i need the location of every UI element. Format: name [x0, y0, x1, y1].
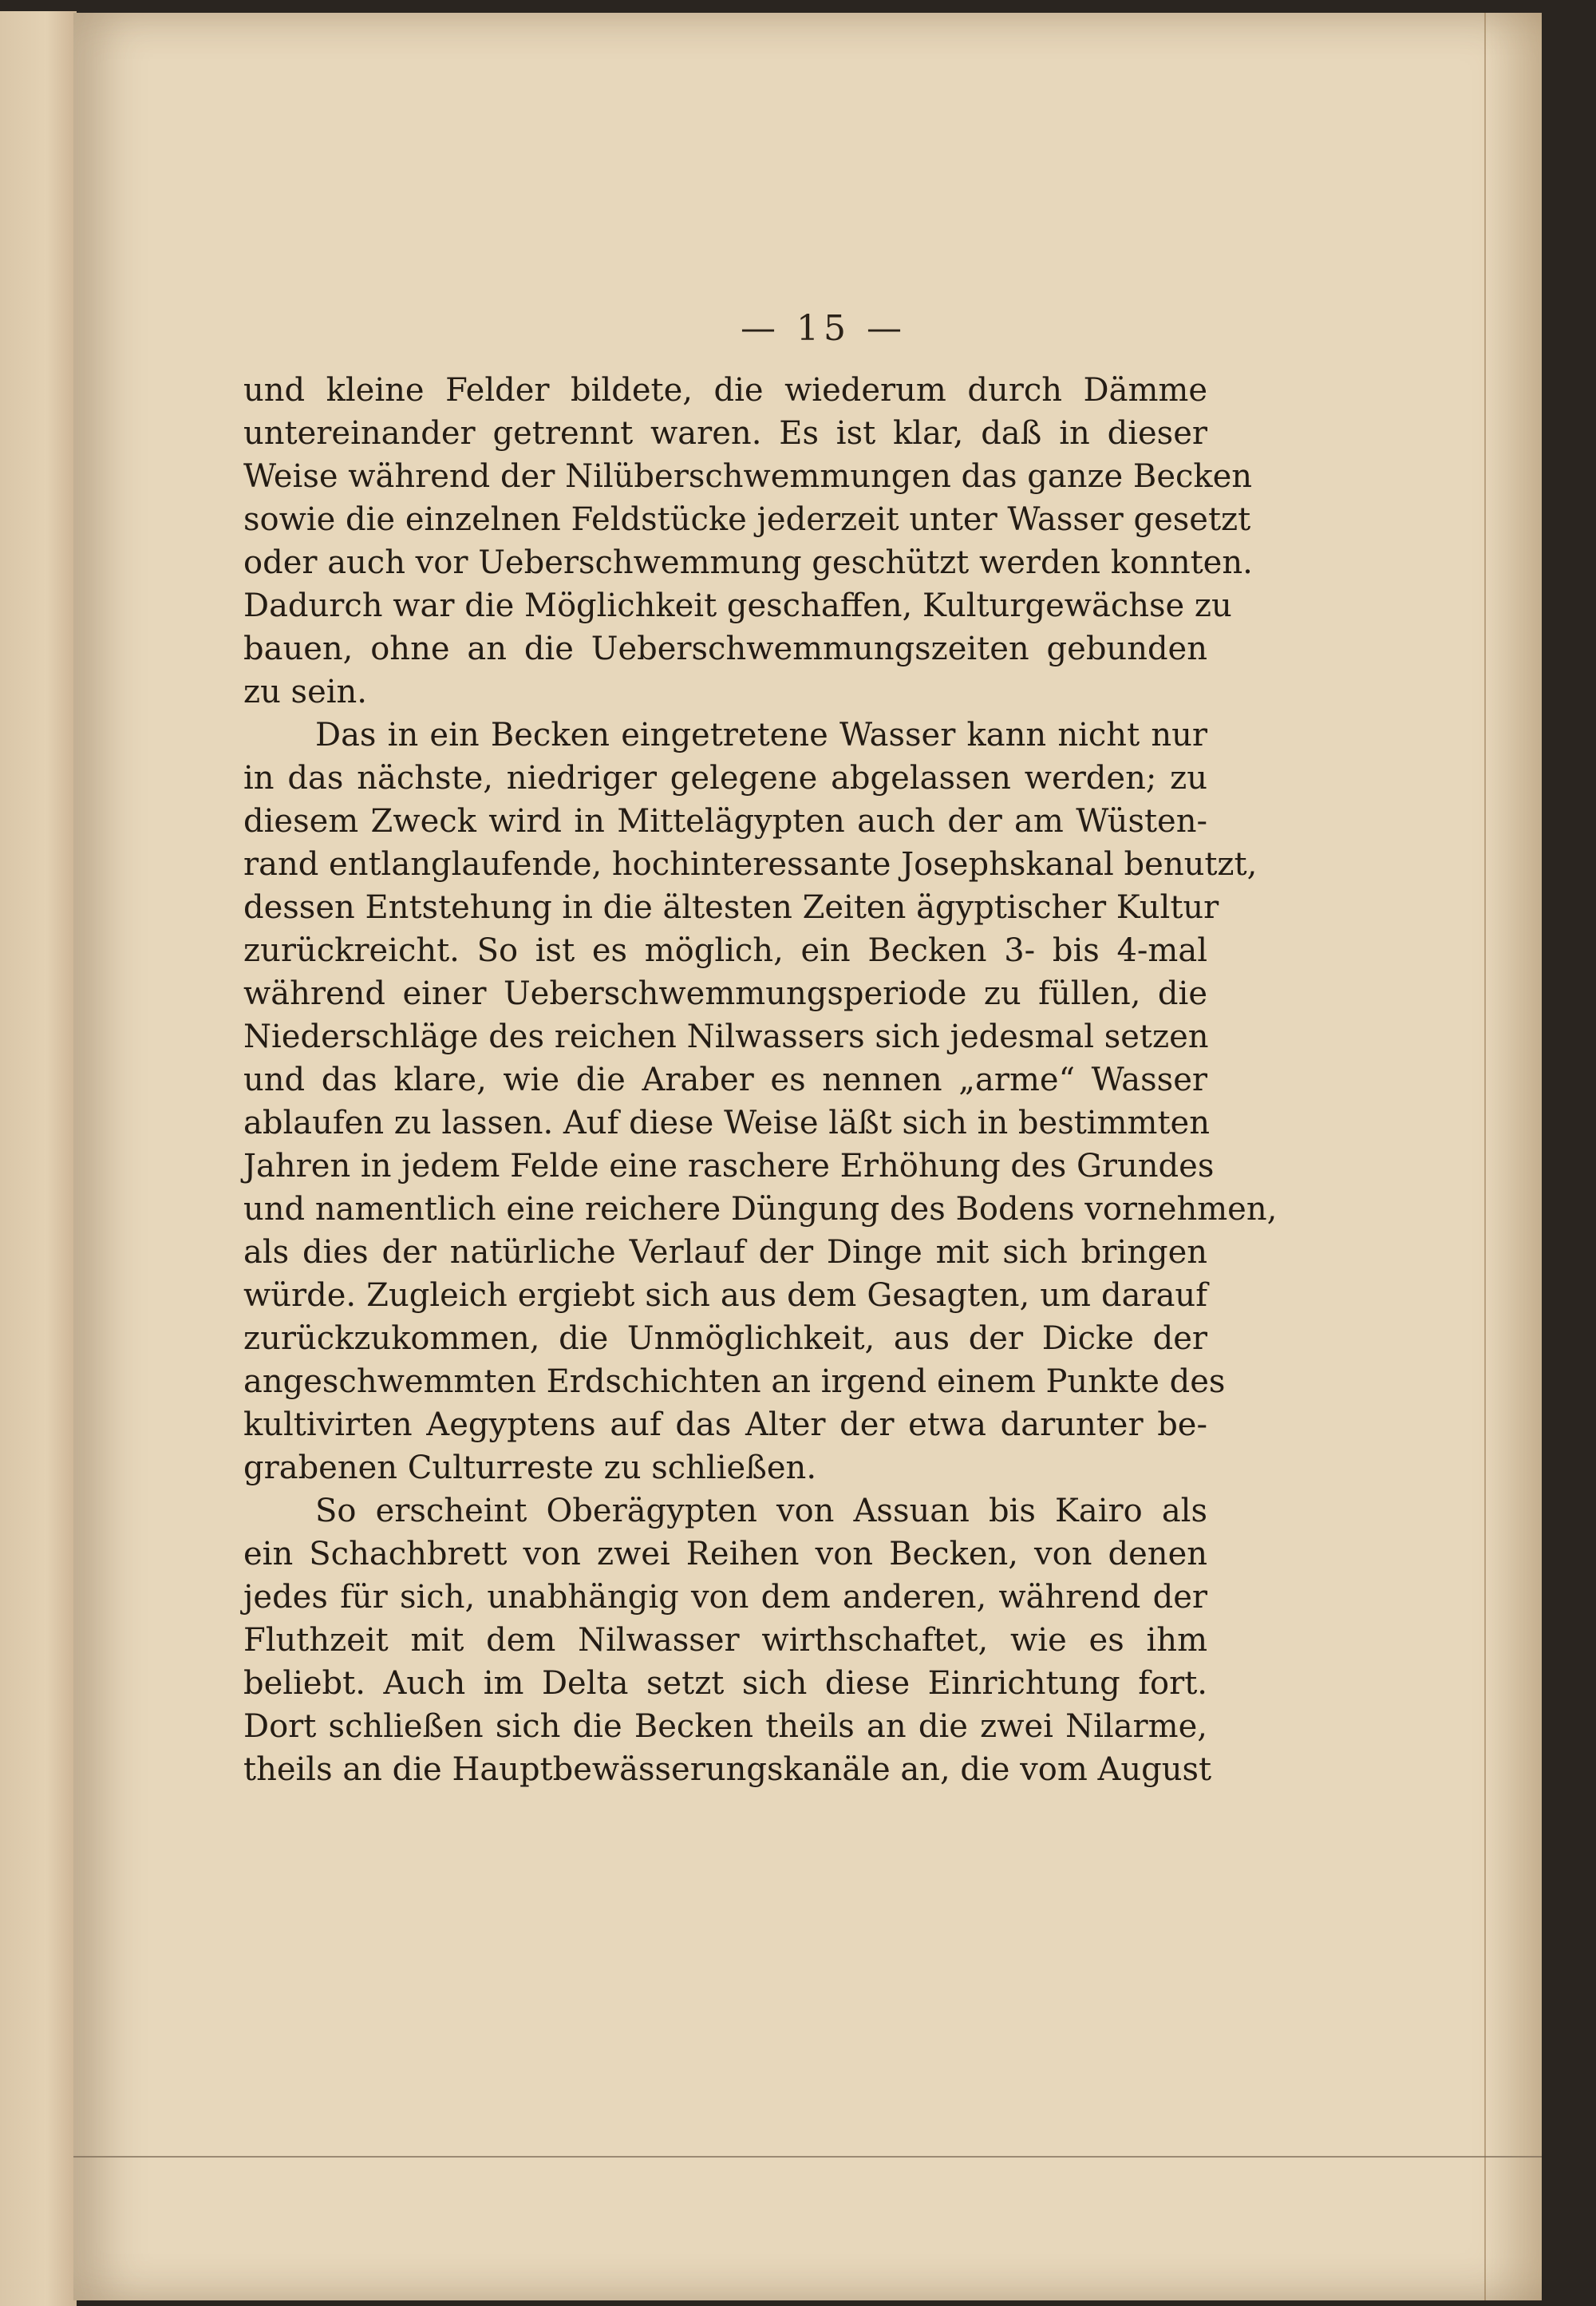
- text-line: So erscheint Oberägypten von Assuan bis Kairo als: [315, 1493, 1207, 1529]
- text-line: angeschwemmten Erdschichten an irgend einem Punkte des: [243, 1363, 1226, 1400]
- text-line: in das nächste, niedriger gelegene abgelassen werden; zu: [243, 760, 1207, 797]
- text-line: rand entlanglaufende, hochinteressante Josephskanal benutzt,: [243, 846, 1258, 883]
- text-line: Jahren in jedem Felde eine raschere Erhöhung des Grundes: [243, 1148, 1215, 1185]
- text-line: zu sein.: [243, 674, 368, 710]
- text-line: Fluthzeit mit dem Nilwasser wirthschaftet, wie es ihm: [243, 1622, 1207, 1659]
- text-line: würde. Zugleich ergiebt sich aus dem Gesagten, um darauf: [243, 1277, 1207, 1314]
- text-line: Niederschläge des reichen Nilwassers sich jedesmal setzen: [243, 1019, 1209, 1055]
- text-line: beliebt. Auch im Delta setzt sich diese Einrichtung fort.: [243, 1665, 1207, 1702]
- text-line: bauen, ohne an die Ueberschwemmungszeiten gebunden: [243, 631, 1207, 667]
- previous-page-edge: [0, 11, 77, 2306]
- text-line: jedes für sich, unabhängig von dem anderen, während der: [243, 1579, 1207, 1616]
- text-line: zurückzukommen, die Unmöglichkeit, aus der Dicke der: [243, 1320, 1207, 1357]
- text-line: Dort schließen sich die Becken theils an die zwei Nilarme,: [243, 1708, 1207, 1745]
- text-line: theils an die Hauptbewässerungskanäle an, die vom August: [243, 1751, 1212, 1788]
- page-edge-shadow: [1484, 13, 1542, 2300]
- page-bottom-rule: [73, 2156, 1542, 2158]
- text-line: untereinander getrennt waren. Es ist klar, daß in dieser: [243, 415, 1207, 452]
- text-line: während einer Ueberschwemmungsperiode zu füllen, die: [243, 975, 1207, 1012]
- text-line: kultivirten Aegyptens auf das Alter der etwa darunter be-: [243, 1406, 1207, 1443]
- text-line: und kleine Felder bildete, die wiederum durch Dämme: [243, 372, 1207, 409]
- text-line: dessen Entstehung in die ältesten Zeiten ägyptischer Kultur: [243, 889, 1219, 926]
- page-number: — 15 —: [741, 308, 907, 349]
- text-line: Das in ein Becken eingetretene Wasser kann nicht nur: [315, 717, 1207, 754]
- text-line: grabenen Culturreste zu schließen.: [243, 1450, 817, 1486]
- text-line: sowie die einzelnen Feldstücke jederzeit unter Wasser gesetzt: [243, 501, 1251, 538]
- text-line: zurückreicht. So ist es möglich, ein Becken 3- bis 4-mal: [243, 932, 1207, 969]
- body-text: [243, 369, 1278, 1791]
- text-line: und namentlich eine reichere Düngung des Bodens vornehmen,: [243, 1191, 1278, 1228]
- text-line: diesem Zweck wird in Mittelägypten auch der am Wüsten-: [243, 803, 1207, 840]
- text-line: Dadurch war die Möglichkeit geschaffen, Kulturgewächse zu: [243, 587, 1232, 624]
- text-line: oder auch vor Ueberschwemmung geschützt werden konnten.: [243, 544, 1253, 581]
- text-line: Weise während der Nilüberschwemmungen das ganze Becken: [243, 458, 1253, 495]
- text-line: als dies der natürliche Verlauf der Dinge mit sich bringen: [243, 1234, 1207, 1271]
- text-line: ein Schachbrett von zwei Reihen von Becken, von denen: [243, 1536, 1207, 1572]
- text-line: und das klare, wie die Araber es nennen „arme“ Wasser: [243, 1062, 1207, 1098]
- text-line: ablaufen zu lassen. Auf diese Weise läßt sich in bestimmten: [243, 1105, 1210, 1141]
